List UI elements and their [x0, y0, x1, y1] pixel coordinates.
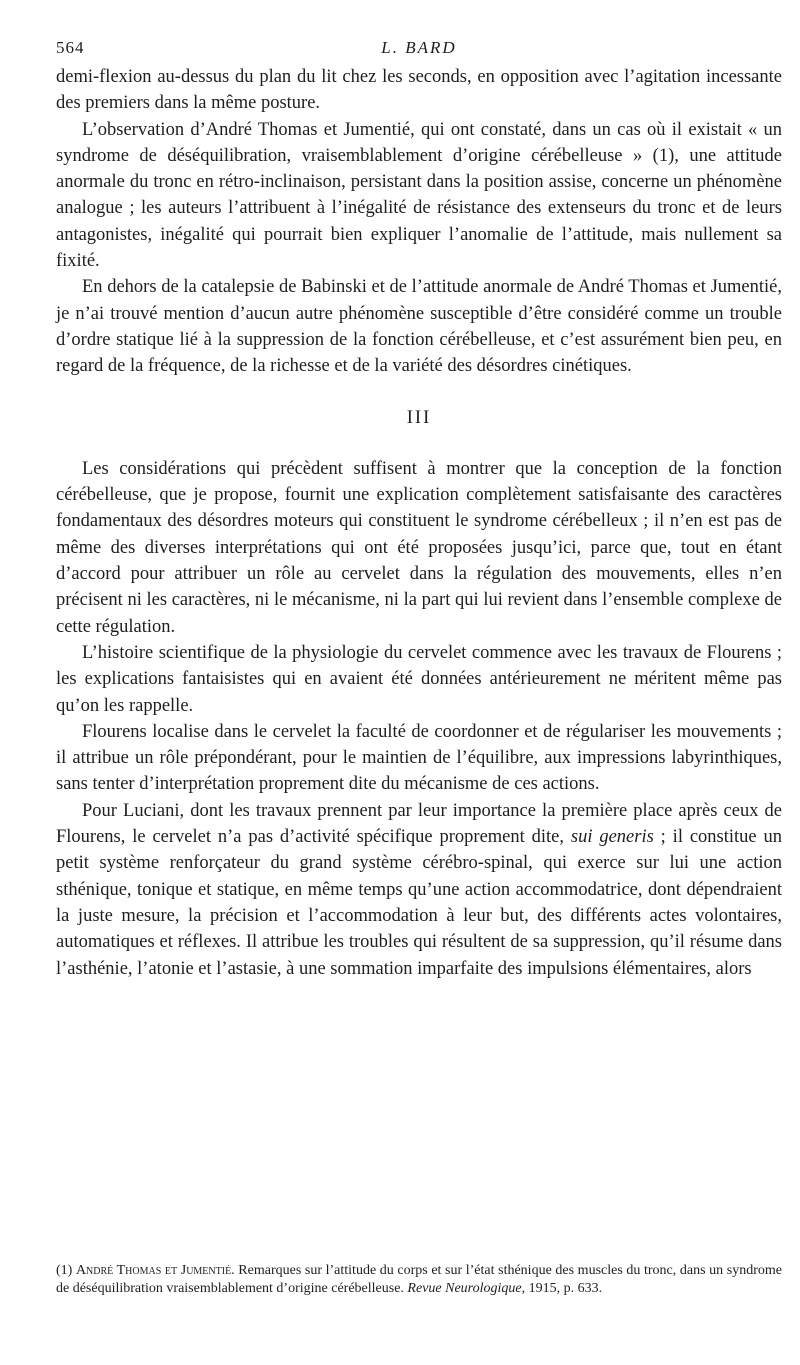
footnote-citation: , 1915, p. 633.: [521, 1280, 603, 1296]
paragraph-babinski: En dehors de la catalepsie de Babinski et de l’attitude anormale de André Thomas et Jumentié, je n’ai trouvé mention d’aucun autre phénomène susceptible d’être considéré comme un trouble d’ordre statique lié à la suppression de la fonction cérébelleuse, et c’est assurément bien peu, en regard de la fréquence, de la richesse et de la variété des désordres cinétiques.: [56, 277, 782, 377]
running-head-author: L. BARD: [381, 38, 457, 57]
luciani-italic: sui generis: [570, 827, 654, 848]
footnote: [56, 1262, 782, 1297]
footnote-text: Remarques sur l’attitude du corps et sur l’état sthénique des muscles du tronc, dans un syndrome de déséquilibration vraisemblablement d’origine cérébelleuse.: [56, 1263, 782, 1296]
paragraph-considerations: Les considérations qui précèdent suffisent à montrer que la conception de la fonction cérébelleuse, que je propose, fournit une explication complètement satisfaisante des caractères fondamentaux des désordres moteurs qui constituent le syndrome cérébelleux ; il n’en est pas de même des diverses interprétations qui ont été proposées jusqu’ici, parce que, tout en étant d’accord pour attribuer un rôle au cervelet dans la régulation des mouvements, elles n’en précisent ni les caractères, ni le mécanisme, ni la part qui lui revient dans l’ensemble complexe de cette régulation.: [56, 458, 782, 637]
paragraph-continuation: demi-flexion au-dessus du plan du lit chez les seconds, en opposition avec l’agitation incessante des premiers dans la même posture.: [56, 67, 782, 114]
section-heading: III: [406, 407, 432, 428]
luciani-text-end: ; il constitue un petit système renforçateur du grand système cérébro-spinal, qui exerce sur lui une action sthénique, tonique et statique, en même temps qu’une action accommodatrice, dont dépendraient la juste mesure, la précision et l’accommodation à leur but, des différents actes volontaires, automatiques et réflexes. Il attribue les troubles qui résultent de sa suppression, qu’il résume dans l’asthénie, l’atonie et l’astasie, à une sommation imparfaite des impulsions élémentaires, alors: [56, 827, 782, 979]
footnote-authors: André Thomas et Jumentié.: [75, 1263, 235, 1278]
paragraph-flourens: Flourens localise dans le cervelet la faculté de coordonner et de régulariser les mouvements ; il attribue un rôle prépondérant, pour le maintien de l’équilibre, aux impressions labyrinthiques, sans tenter d’interprétation proprement dite du mécanisme de ces actions.: [56, 721, 782, 795]
paragraph-histoire: L’histoire scientifique de la physiologie du cervelet commence avec les travaux de Flourens ; les explications fantaisistes qui en avaient été données antérieurement ne méritent même pas qu’on les rappelle.: [56, 642, 782, 716]
running-head: [56, 38, 782, 64]
page-content: [56, 38, 782, 982]
luciani-text-start: Pour Luciani, dont les travaux prennent par leur importance la première place après ceux de Flourens, le cervelet n’a pas d’activité spécifique proprement dite,: [56, 800, 782, 848]
footnote-journal: Revue Neurologique: [407, 1280, 522, 1296]
body-text: [56, 64, 782, 982]
footnote-marker: (1): [56, 1263, 76, 1278]
paragraph-luciani: [56, 798, 782, 982]
paragraph-thomas-jumentie: L’observation d’André Thomas et Jumentié, qui ont constaté, dans un cas où il existait « un syndrome de déséquilibration, vraisemblablement d’origine cérébelleuse » (1), une attitude anormale du tronc en rétro-inclinaison, persistant dans la position assise, concerne un phénomène analogue ; les auteurs l’attribuent à l’inégalité de résistance des extenseurs du tronc et de leurs antagonistes, inégalité qui pourrait bien expliquer l’anomalie de l’attitude, mais nullement sa fixité.: [56, 119, 782, 272]
page-number: 564: [56, 38, 85, 57]
